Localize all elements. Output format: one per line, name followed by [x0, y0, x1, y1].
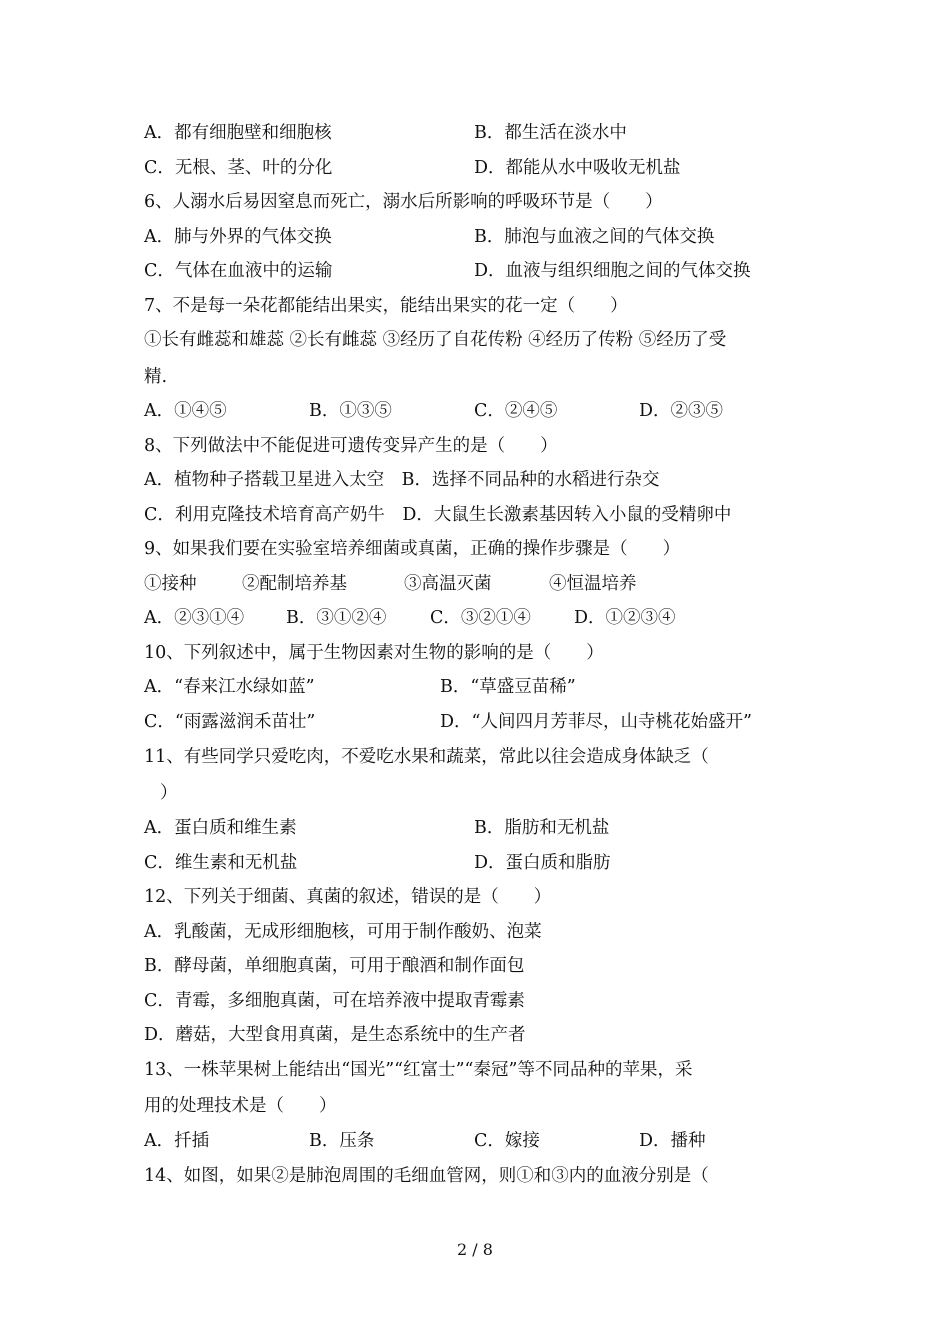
q10-stem: 10、下列叙述中，属于生物因素对生物的影响的是（ ）	[144, 643, 604, 663]
page-number: 2 / 8	[457, 1240, 493, 1259]
q5-option-b: B．都生活在淡水中	[474, 123, 627, 143]
q12-option-c: C．青霉，多细胞真菌，可在培养液中提取青霉素	[144, 991, 525, 1011]
q13-stem-line-2: 用的处理技术是（ ）	[144, 1096, 337, 1116]
q11-option-c: C．维生素和无机盐	[144, 853, 298, 873]
q12-option-d: D．蘑菇，大型食用真菌，是生态系统中的生产者	[144, 1025, 526, 1045]
q7-items-line-1: ①长有雌蕊和雄蕊 ②长有雌蕊 ③经历了自花传粉 ④经历了传粉 ⑤经历了受	[144, 330, 727, 350]
q6-option-d: D．血液与组织细胞之间的气体交换	[474, 261, 751, 281]
q9-step-3: ③高温灭菌	[404, 574, 492, 594]
q6-stem: 6、人溺水后易因窒息而死亡，溺水后所影响的呼吸环节是（ ）	[144, 192, 663, 212]
q9-option-b: B．③①②④	[286, 608, 387, 628]
q6-option-a: A．肺与外界的气体交换	[144, 227, 332, 247]
q13-option-b: B．压条	[309, 1131, 375, 1151]
q9-step-2: ②配制培养基	[242, 574, 347, 594]
q8-options-ab: A．植物种子搭载卫星进入太空 B．选择不同品种的水稻进行杂交	[144, 470, 660, 490]
q10-option-d: D．“人间四月芳菲尽，山寺桃花始盛开”	[440, 712, 752, 732]
q13-option-d: D．播种	[639, 1131, 706, 1151]
q8-stem: 8、下列做法中不能促进可遗传变异产生的是（ ）	[144, 436, 558, 456]
q5-option-c: C．无根、茎、叶的分化	[144, 158, 333, 178]
q9-option-a: A．②③①④	[144, 608, 245, 628]
q5-option-d: D．都能从水中吸收无机盐	[474, 158, 681, 178]
q9-option-d: D．①②③④	[574, 608, 676, 628]
q11-option-a: A．蛋白质和维生素	[144, 818, 297, 838]
q8-options-cd: C．利用克隆技术培育高产奶牛 D．大鼠生长激素基因转入小鼠的受精卵中	[144, 505, 732, 525]
q11-stem-line-2: ）	[160, 783, 178, 803]
q10-option-a: A．“春来江水绿如蓝”	[144, 677, 315, 697]
q7-stem: 7、不是每一朵花都能结出果实，能结出果实的花一定（ ）	[144, 296, 628, 316]
q13-option-c: C．嫁接	[474, 1131, 540, 1151]
q9-step-4: ④恒温培养	[549, 574, 637, 594]
q7-option-a: A．①④⑤	[144, 401, 227, 421]
q11-option-b: B．脂肪和无机盐	[474, 818, 610, 838]
q5-option-a: A．都有细胞壁和细胞核	[144, 123, 332, 143]
q10-option-b: B．“草盛豆苗稀”	[440, 677, 576, 697]
q13-stem-line-1: 13、一株苹果树上能结出“国光”“红富士”“秦冠”等不同品种的苹果，采	[144, 1060, 693, 1080]
q6-option-b: B．肺泡与血液之间的气体交换	[474, 227, 715, 247]
q7-option-c: C．②④⑤	[474, 401, 558, 421]
q7-items-line-2: 精.	[144, 367, 168, 387]
q13-option-a: A．扦插	[144, 1131, 210, 1151]
q9-step-1: ①接种	[144, 574, 197, 594]
q14-stem: 14、如图，如果②是肺泡周围的毛细血管网，则①和③内的血液分别是（	[144, 1166, 709, 1186]
q7-option-d: D．②③⑤	[639, 401, 724, 421]
q12-option-a: A．乳酸菌，无成形细胞核，可用于制作酸奶、泡菜	[144, 922, 542, 942]
q6-option-c: C．气体在血液中的运输	[144, 261, 333, 281]
q12-option-b: B．酵母菌，单细胞真菌，可用于酿酒和制作面包	[144, 956, 525, 976]
q10-option-c: C．“雨露滋润禾苗壮”	[144, 712, 316, 732]
q11-stem-line-1: 11、有些同学只爱吃肉，不爱吃水果和蔬菜，常此以往会造成身体缺乏（	[144, 747, 709, 767]
q11-option-d: D．蛋白质和脂肪	[474, 853, 611, 873]
q9-stem: 9、如果我们要在实验室培养细菌或真菌，正确的操作步骤是（ ）	[144, 539, 681, 559]
q12-stem: 12、下列关于细菌、真菌的叙述，错误的是（ ）	[144, 887, 552, 907]
q9-option-c: C．③②①④	[430, 608, 531, 628]
q7-option-b: B．①③⑤	[309, 401, 392, 421]
